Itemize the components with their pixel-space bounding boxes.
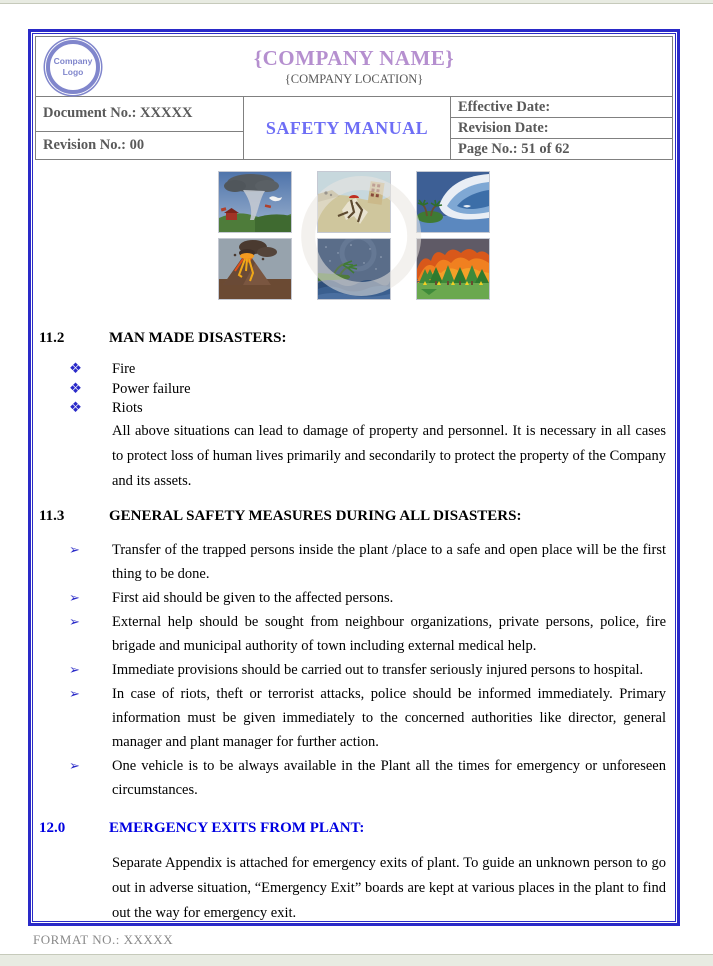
header-doc-cell [36, 97, 244, 159]
document-content [35, 328, 673, 922]
disaster-image-volcano [219, 239, 291, 299]
arrow-bullet-icon: ➢ [69, 613, 80, 629]
list-item [39, 360, 666, 380]
paragraph-text: Separate Appendix is attached for emergency exits of plant. To guide an unknown person to go out in adverse situation, “Emergency Exit” boards are kept at various places in the plant to find out the way for emergency exit. [112, 854, 666, 921]
section-11-2-paragraph [39, 419, 666, 494]
page-bottom-edge [0, 954, 713, 966]
list-item [39, 658, 666, 682]
list-item-text: Transfer of the trapped persons inside the plant /place to a safe and open place will be the first thing to be done. [112, 541, 666, 582]
list-item [39, 754, 666, 802]
document-border [28, 29, 680, 926]
company-logo [46, 40, 100, 94]
section-12-0-paragraph [39, 851, 666, 923]
page-top-edge [0, 0, 713, 4]
revision-date: Revision Date: [458, 119, 549, 136]
header-manual-cell [244, 97, 450, 159]
section-11-3-list [39, 538, 666, 802]
header-info-row [36, 97, 672, 159]
disaster-image-forest-fire [417, 239, 489, 299]
disaster-images-block [35, 172, 673, 299]
section-number: 11.2 [39, 330, 65, 346]
list-item-text: Riots [112, 400, 143, 416]
page-no: Page No.: 51 of 62 [458, 140, 570, 157]
list-item-text: Fire [112, 361, 136, 377]
list-item-text: External help should be sought from neighbour organizations, private persons, police, fire brigade and municipal authority of town including external medical help. [112, 613, 666, 654]
diamond-bullet-icon: ❖ [69, 400, 82, 416]
diamond-bullet-icon: ❖ [69, 361, 82, 377]
list-item [39, 538, 666, 586]
section-11-2-heading [39, 328, 666, 348]
list-item [39, 380, 666, 400]
company-name: {COMPANY NAME} [253, 46, 455, 70]
section-11-2-list [39, 360, 666, 419]
list-item-text: One vehicle is to be always available in the Plant all the times for emergency or unforeseen circumstances. [112, 757, 666, 798]
list-item-text: First aid should be given to the affected persons. [112, 589, 394, 606]
arrow-bullet-icon: ➢ [69, 661, 80, 677]
disaster-image-tsunami [417, 172, 489, 232]
disaster-images-grid [219, 172, 489, 299]
header-table [35, 36, 673, 160]
arrow-bullet-icon: ➢ [69, 541, 80, 557]
header-dates-cell [450, 97, 672, 159]
disaster-image-storm [318, 239, 390, 299]
list-item-text: Immediate provisions should be carried out to transfer seriously injured persons to hospital. [112, 661, 644, 678]
section-title: MAN MADE DISASTERS: [109, 330, 287, 346]
manual-title: SAFETY MANUAL [265, 117, 429, 138]
revision-no: Revision No.: 00 [43, 136, 145, 153]
arrow-bullet-icon: ➢ [69, 589, 80, 605]
disaster-image-earthquake [318, 172, 390, 232]
section-11-3-heading [39, 506, 666, 526]
format-no-footer: FORMAT NO.: XXXXX [33, 932, 174, 947]
list-item [39, 610, 666, 658]
section-title: EMERGENCY EXITS FROM PLANT: [109, 819, 365, 836]
arrow-bullet-icon: ➢ [69, 757, 80, 773]
disaster-image-tornado [219, 172, 291, 232]
paragraph-text: All above situations can lead to damage of property and personnel. It is necessary in all cases to protect loss of human lives primarily and secondarily to protect the property of the Company and its assets. [112, 422, 666, 489]
section-number: 12.0 [39, 819, 66, 836]
list-item [39, 586, 666, 610]
header-title-row [36, 37, 672, 97]
company-logo-text: Company Logo [53, 55, 93, 77]
section-number: 11.3 [39, 507, 65, 524]
list-item-text: In case of riots, theft or terrorist attacks, police should be informed immediately. Primary information must be given immediately to the concerned authorities like director, general manager and plant manager for further action. [112, 685, 666, 750]
section-12-0-heading [39, 818, 666, 838]
list-item-text: Power failure [112, 380, 191, 397]
arrow-bullet-icon: ➢ [69, 685, 80, 701]
section-title: GENERAL SAFETY MEASURES DURING ALL DISASTERS: [109, 507, 522, 524]
list-item [39, 399, 666, 419]
diamond-bullet-icon: ❖ [69, 380, 82, 397]
company-location: {COMPANY LOCATION} [284, 72, 424, 86]
effective-date: Effective Date: [458, 98, 551, 115]
document-no: Document No.: XXXXX [43, 105, 193, 122]
list-item [39, 682, 666, 754]
document-body [32, 33, 676, 922]
